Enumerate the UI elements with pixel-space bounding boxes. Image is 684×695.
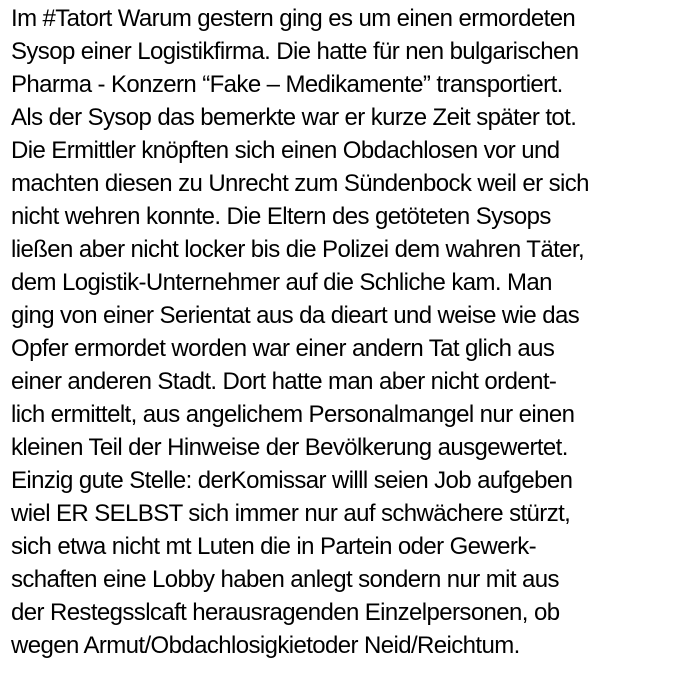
text-line: lich ermittelt, aus angelichem Personalmangel nur einen bbox=[11, 401, 575, 428]
text-line: Sysop einer Logistikfirma. Die hatte für nen bulgarischen bbox=[11, 38, 579, 65]
text-line: Im #Tatort Warum gestern ging es um einen ermordeten bbox=[11, 5, 576, 32]
text-line: Einzig gute Stelle: derKomissar willl seien Job aufgeben bbox=[11, 467, 573, 494]
text-line: wegen Armut/Obdachlosigkietoder Neid/Reichtum. bbox=[11, 632, 520, 659]
text-line: Opfer ermordet worden war einer andern Tat glich aus bbox=[11, 335, 555, 362]
text-line: Pharma - Konzern “Fake – Medikamente” transportiert. bbox=[11, 71, 563, 98]
text-line: der Restegsslcaft herausragenden Einzelpersonen, ob bbox=[11, 599, 560, 626]
text-line: kleinen Teil der Hinweise der Bevölkerung ausgewertet. bbox=[11, 434, 568, 461]
document-text bbox=[11, 2, 681, 662]
text-line: ließen aber nicht locker bis die Polizei dem wahren Täter, bbox=[11, 236, 585, 263]
text-line: einer anderen Stadt. Dort hatte man aber nicht ordent- bbox=[11, 368, 557, 395]
text-line: sich etwa nicht mt Luten die in Partein oder Gewerk- bbox=[11, 533, 537, 560]
text-line: wiel ER SELBST sich immer nur auf schwächere stürzt, bbox=[11, 500, 571, 527]
text-line: Die Ermittler knöpften sich einen Obdachlosen vor und bbox=[11, 137, 560, 164]
text-line: ging von einer Serientat aus da dieart und weise wie das bbox=[11, 302, 580, 329]
text-line: schaften eine Lobby haben anlegt sondern nur mit aus bbox=[11, 566, 559, 593]
text-line: machten diesen zu Unrecht zum Sündenbock weil er sich bbox=[11, 170, 589, 197]
text-line: nicht wehren konnte. Die Eltern des getöteten Sysops bbox=[11, 203, 551, 230]
text-line: Als der Sysop das bemerkte war er kurze Zeit später tot. bbox=[11, 104, 577, 131]
text-line: dem Logistik-Unternehmer auf die Schliche kam. Man bbox=[11, 269, 552, 296]
